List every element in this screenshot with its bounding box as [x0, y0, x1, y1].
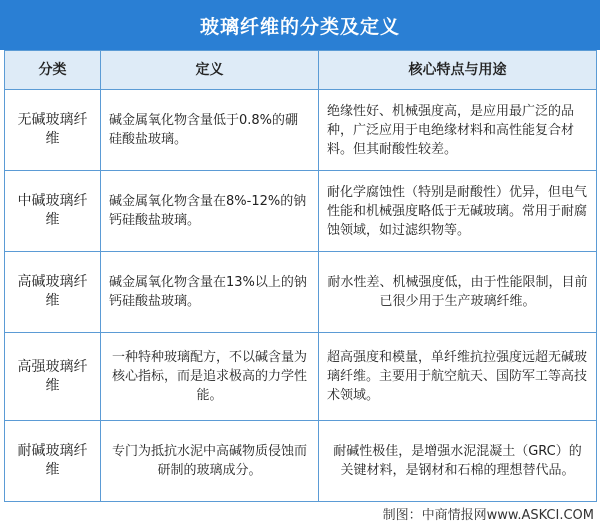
- row-definition: 碱金属氧化物含量在8%-12%的钠钙硅酸盐玻璃。: [101, 171, 319, 252]
- table-row: [5, 171, 597, 252]
- row-category: 中碱玻璃纤维: [5, 171, 101, 252]
- page-title: 玻璃纤维的分类及定义: [0, 0, 600, 50]
- row-definition: 碱金属氧化物含量低于0.8%的硼硅酸盐玻璃。: [101, 90, 319, 171]
- row-features: 耐碱性极佳，是增强水泥混凝土（GRC）的关键材料，是钢材和石棉的理想替代品。: [319, 421, 597, 502]
- table-row: [5, 421, 597, 502]
- classification-table: [4, 50, 597, 502]
- table-row: [5, 252, 597, 333]
- row-category: 耐碱玻璃纤维: [5, 421, 101, 502]
- table-row: [5, 90, 597, 171]
- row-features: 超高强度和模量，单纤维抗拉强度远超无碱玻璃纤维。主要用于航空航天、国防军工等高技术领域。: [319, 333, 597, 421]
- header-definition: 定义: [101, 51, 319, 90]
- row-features: 绝缘性好、机械强度高，是应用最广泛的品种，广泛应用于电绝缘材料和高性能复合材料。但其耐酸性较差。: [319, 90, 597, 171]
- row-category: 高碱玻璃纤维: [5, 252, 101, 333]
- row-definition: 一种特种玻璃配方，不以碱含量为核心指标，而是追求极高的力学性能。: [101, 333, 319, 421]
- header-category: 分类: [5, 51, 101, 90]
- row-definition: 专门为抵抗水泥中高碱物质侵蚀而研制的玻璃成分。: [101, 421, 319, 502]
- row-category: 高强玻璃纤维: [5, 333, 101, 421]
- row-features: 耐化学腐蚀性（特别是耐酸性）优异，但电气性能和机械强度略低于无碱玻璃。常用于耐腐蚀领域，如过滤织物等。: [319, 171, 597, 252]
- table-header-row: [5, 51, 597, 90]
- header-features: 核心特点与用途: [319, 51, 597, 90]
- table-row: [5, 333, 597, 421]
- row-category: 无碱玻璃纤维: [5, 90, 101, 171]
- source-credit: 制图：中商情报网www.ASKCI.COM: [382, 508, 594, 523]
- row-definition: 碱金属氧化物含量在13%以上的钠钙硅酸盐玻璃。: [101, 252, 319, 333]
- row-features: 耐水性差、机械强度低，由于性能限制，目前已很少用于生产玻璃纤维。: [319, 252, 597, 333]
